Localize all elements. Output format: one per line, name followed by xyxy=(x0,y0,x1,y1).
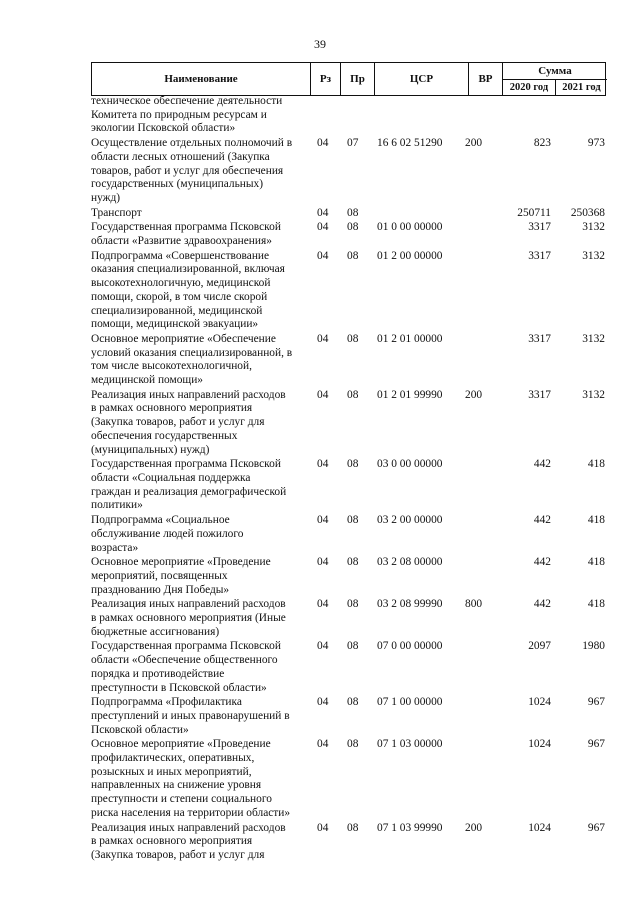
row-name: Основное мероприятие «Проведение мероприятий, посвященных празднованию Дня Победы» xyxy=(91,556,271,596)
row-csr: 03 2 08 99990 xyxy=(377,598,443,611)
row-vr: 200 xyxy=(465,388,483,401)
row-rz: 04 xyxy=(317,137,329,150)
row-name: Транспорт xyxy=(91,206,142,219)
row-pr: 08 xyxy=(347,696,359,709)
row-name: техническое обеспечение деятельности Комитета по природным ресурсам и экологии Псковской области» xyxy=(91,95,283,135)
row-rz: 04 xyxy=(317,221,329,234)
row-name: Реализация иных направлений расходов в рамках основного мероприятия (Иные бюджетные ассигнования) xyxy=(91,598,286,638)
table-row xyxy=(91,250,606,332)
row-sum-2020: 1024 xyxy=(528,821,551,834)
row-pr: 08 xyxy=(347,332,359,345)
row-sum-2020: 1024 xyxy=(528,738,551,751)
row-rz: 04 xyxy=(317,556,329,569)
row-pr: 08 xyxy=(347,249,359,262)
row-csr: 07 1 03 00000 xyxy=(377,738,443,751)
row-sum-2020: 3317 xyxy=(528,332,551,345)
table-row xyxy=(91,738,606,820)
table-row xyxy=(91,333,606,388)
header-year-2020: 2020 год xyxy=(503,79,556,95)
row-pr: 08 xyxy=(347,206,359,219)
row-pr: 08 xyxy=(347,821,359,834)
table-row xyxy=(91,556,606,597)
row-sum-2020: 1024 xyxy=(528,696,551,709)
header-vr: ВР xyxy=(468,63,502,95)
row-sum-2021: 250368 xyxy=(570,206,605,219)
header-sum xyxy=(502,63,607,95)
row-rz: 04 xyxy=(317,598,329,611)
row-sum-2021: 418 xyxy=(587,514,605,527)
row-pr: 08 xyxy=(347,458,359,471)
row-sum-2020: 3317 xyxy=(528,388,551,401)
row-pr: 08 xyxy=(347,556,359,569)
row-sum-2021: 967 xyxy=(587,696,605,709)
row-pr: 08 xyxy=(347,738,359,751)
table-row xyxy=(91,207,606,221)
row-rz: 04 xyxy=(317,458,329,471)
row-sum-2021: 3132 xyxy=(582,221,605,234)
header-pr: Пр xyxy=(340,63,374,95)
row-pr: 08 xyxy=(347,388,359,401)
row-rz: 04 xyxy=(317,821,329,834)
row-sum-2021: 3132 xyxy=(582,249,605,262)
table-row xyxy=(91,137,606,206)
row-sum-2020: 442 xyxy=(533,556,551,569)
row-sum-2020: 442 xyxy=(533,458,551,471)
table-row xyxy=(91,696,606,737)
row-csr: 01 2 01 00000 xyxy=(377,332,443,345)
row-csr: 03 0 00 00000 xyxy=(377,458,443,471)
row-csr: 07 1 00 00000 xyxy=(377,696,443,709)
row-csr: 01 2 00 00000 xyxy=(377,249,443,262)
table-row xyxy=(91,640,606,695)
table-row xyxy=(91,822,606,863)
row-pr: 07 xyxy=(347,137,359,150)
row-csr: 01 2 01 99990 xyxy=(377,388,443,401)
row-rz: 04 xyxy=(317,640,329,653)
row-sum-2020: 823 xyxy=(533,137,551,150)
row-sum-2020: 3317 xyxy=(528,221,551,234)
row-rz: 04 xyxy=(317,696,329,709)
row-sum-2020: 442 xyxy=(533,598,551,611)
row-rz: 04 xyxy=(317,738,329,751)
row-pr: 08 xyxy=(347,514,359,527)
row-pr: 08 xyxy=(347,640,359,653)
row-sum-2021: 967 xyxy=(587,821,605,834)
header-year-2021: 2021 год xyxy=(562,81,601,93)
row-pr: 08 xyxy=(347,221,359,234)
row-csr: 07 1 03 99990 xyxy=(377,821,443,834)
row-rz: 04 xyxy=(317,249,329,262)
table-row xyxy=(91,598,606,639)
row-sum-2021: 418 xyxy=(587,556,605,569)
row-name: Государственная программа Псковской области «Развитие здравоохранения» xyxy=(91,221,281,248)
row-name: Подпрограмма «Совершенствование оказания специализированной, включая высокотехнологичную, медицинской помощи, скорой, в том числе скорой специализированной, медицинской помощи, медицинской эвакуации» xyxy=(91,249,285,331)
row-name: Реализация иных направлений расходов в рамках основного мероприятия (Закупка товаров, работ и услуг для обеспечения государственных (муниципальных) нужд) xyxy=(91,388,286,456)
row-csr: 03 2 00 00000 xyxy=(377,514,443,527)
row-rz: 04 xyxy=(317,388,329,401)
header-csr: ЦСР xyxy=(374,63,468,95)
row-rz: 04 xyxy=(317,514,329,527)
row-sum-2020: 250711 xyxy=(517,206,551,219)
row-sum-2020: 442 xyxy=(533,514,551,527)
row-csr: 07 0 00 00000 xyxy=(377,640,443,653)
row-sum-2020: 3317 xyxy=(528,249,551,262)
row-pr: 08 xyxy=(347,598,359,611)
row-name: Подпрограмма «Профилактика преступлений и иных правонарушений в Псковской области» xyxy=(91,696,290,736)
table-header xyxy=(91,62,606,96)
row-rz: 04 xyxy=(317,332,329,345)
row-csr: 16 6 02 51290 xyxy=(377,137,443,150)
row-name: Реализация иных направлений расходов в рамках основного мероприятия (Закупка товаров, работ и услуг для xyxy=(91,821,286,861)
row-name: Подпрограмма «Социальное обслуживание людей пожилого возраста» xyxy=(91,514,244,554)
page-number: 39 xyxy=(314,37,326,51)
row-sum-2021: 3132 xyxy=(582,388,605,401)
table-body xyxy=(91,95,606,863)
row-name: Государственная программа Псковской области «Социальная поддержка граждан и реализация демографической политики» xyxy=(91,458,287,512)
row-sum-2021: 1980 xyxy=(582,640,605,653)
row-sum-2021: 3132 xyxy=(582,332,605,345)
header-sum-title: Сумма xyxy=(503,63,607,80)
row-name: Основное мероприятие «Обеспечение условий оказания специализированной, в том числе высокотехнологичной, медицинской помощи» xyxy=(91,332,293,387)
header-name: Наименование xyxy=(164,73,238,85)
table-row xyxy=(91,514,606,555)
table-row xyxy=(91,389,606,458)
table-row xyxy=(91,458,606,513)
row-sum-2021: 967 xyxy=(587,738,605,751)
row-sum-2021: 418 xyxy=(587,598,605,611)
row-rz: 04 xyxy=(317,206,329,219)
row-csr: 01 0 00 00000 xyxy=(377,221,443,234)
row-name: Государственная программа Псковской области «Обеспечение общественного порядка и противодействие преступности в Псковской области» xyxy=(91,640,281,694)
header-rz: Рз xyxy=(310,63,340,95)
row-sum-2020: 2097 xyxy=(528,640,551,653)
row-sum-2021: 418 xyxy=(587,458,605,471)
row-csr: 03 2 08 00000 xyxy=(377,556,443,569)
row-name: Основное мероприятие «Проведение профилактических, оперативных, розыскных и иных мероприятий, направленных на снижение уровня преступности и степени социального риска населения на территории области» xyxy=(91,738,291,819)
row-vr: 200 xyxy=(465,821,483,834)
table-row xyxy=(91,221,606,248)
table-row xyxy=(91,95,606,136)
row-sum-2021: 973 xyxy=(587,137,605,150)
row-vr: 200 xyxy=(465,137,483,150)
row-vr: 800 xyxy=(465,598,483,611)
row-name: Осуществление отдельных полномочий в области лесных отношений (Закупка товаров, работ и услуг для обеспечения государственных (муниципальных) нужд) xyxy=(91,137,293,204)
